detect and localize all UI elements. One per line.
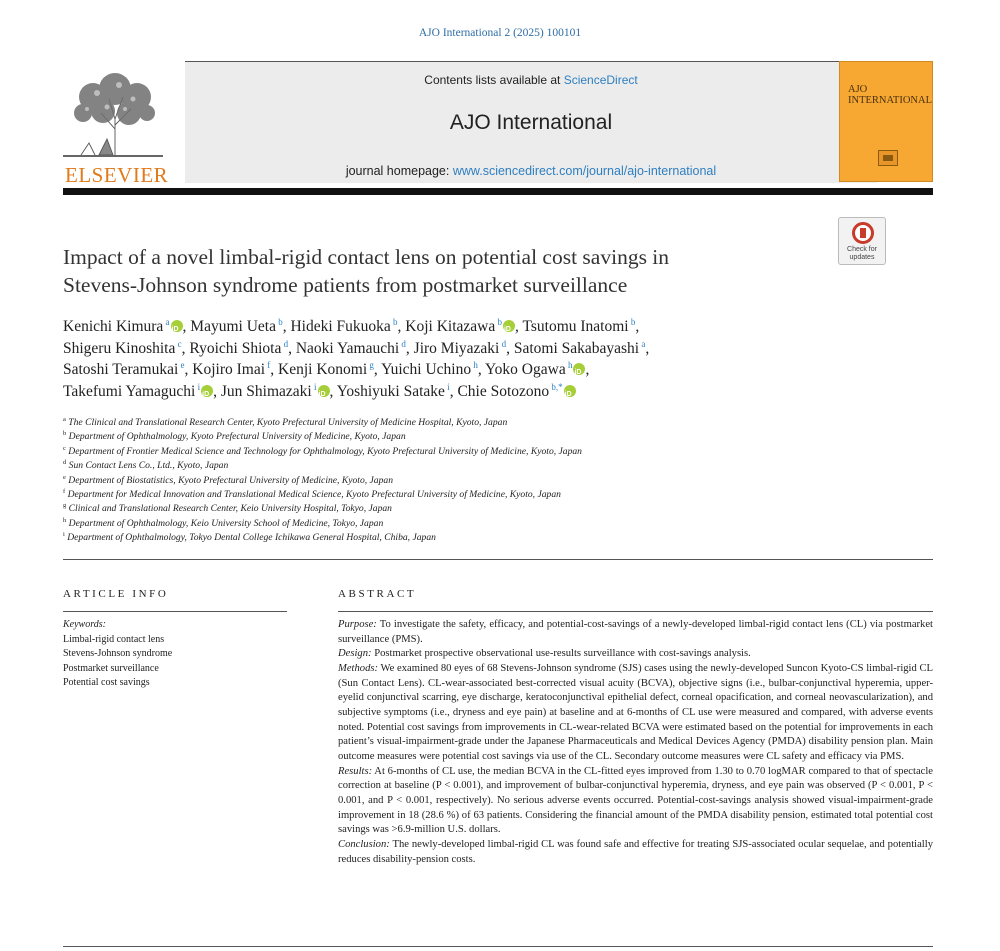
author[interactable] — [485, 361, 585, 378]
author-name: Kenji Konomi — [278, 361, 368, 378]
abstract-section-text: Postmarket prospective observational use-results surveillance with cost-savings analysis. — [371, 648, 751, 660]
author[interactable] — [190, 318, 282, 335]
author-affiliation-marker[interactable]: i — [195, 381, 201, 392]
journal-citation[interactable]: AJO International 2 (2025) 100101 — [418, 27, 582, 39]
affiliation-key: a — [63, 415, 66, 423]
check-for-updates-button[interactable] — [838, 217, 886, 265]
affiliation-item — [63, 502, 923, 516]
abstract-section-label: Methods: — [338, 662, 379, 674]
author-affiliation-marker[interactable]: b — [390, 316, 398, 327]
affiliation-text: Sun Contact Lens Co., Ltd., Kyoto, Japan — [66, 460, 229, 472]
author-affiliation-marker[interactable]: g — [367, 359, 374, 370]
affiliation-key: b — [63, 430, 67, 438]
author[interactable] — [63, 383, 213, 400]
keyword-item[interactable]: Stevens-Johnson syndrome — [63, 648, 173, 659]
cover-emblem-icon — [878, 150, 898, 166]
author[interactable] — [192, 361, 270, 378]
affiliation-key: h — [63, 516, 67, 524]
author-list: Kenichi Kimura $^a$iD , Mayumi Ueta $^b$, Hideki Fukuoka $^b$, Koji Kitazawa $^b$iD , Tsutomu Inatomi $^b$, Shigeru Kinoshita $^c$, Ryoichi Shiota $^d$, Naoki Yamauchi $^d$, Jiro Miyazaki $^d$, Satomi Sakabayashi $^a$, Satoshi Teramukai $^e$, Kojiro Imai $^f$, Kenji Konomi $^g$, Yuichi Uchino $^h$, Yoko Ogawa $^h$iD , Takefumi Yamaguchi $^i$iD , Jun Shimazaki $^i$iD , Yoshiyuki Satake $^i$, Chie Sotozono $^{b,*}$iD — [63, 316, 863, 402]
affiliation-list — [63, 416, 923, 546]
author-name: Mayumi Ueta — [190, 318, 276, 335]
elsevier-logo[interactable] — [63, 69, 169, 187]
abstract-section — [338, 765, 933, 838]
author-name: Ryoichi Shiota — [189, 339, 282, 357]
author[interactable] — [514, 340, 646, 357]
affiliation-item — [63, 531, 923, 545]
orcid-icon[interactable] — [318, 385, 330, 397]
affiliation-text: Department of Ophthalmology, Tokyo Dental College Ichikawa General Hospital, Chiba, Japan — [64, 532, 436, 544]
check-updates-line2: updates — [849, 254, 875, 261]
author[interactable] — [278, 361, 374, 378]
author[interactable] — [63, 340, 182, 357]
affiliation-key: i — [63, 531, 65, 539]
author[interactable] — [414, 340, 506, 357]
affiliation-item — [63, 488, 923, 502]
article-info-heading: ARTICLE INFO — [63, 588, 169, 600]
cover-title-line1: AJO — [848, 84, 868, 95]
author-affiliation-marker[interactable]: d — [499, 338, 507, 349]
article-title — [63, 243, 823, 299]
abstract-section — [338, 662, 933, 765]
author-affiliation-marker[interactable]: d — [399, 338, 406, 349]
header-rule — [63, 188, 933, 195]
abstract-rule — [338, 611, 933, 612]
author[interactable] — [63, 361, 185, 378]
affiliation-text: Department of Ophthalmology, Kyoto Prefectural University of Medicine, Kyoto, Japan — [66, 431, 406, 443]
elsevier-tree-icon — [63, 69, 163, 161]
abstract-section-text: At 6-months of CL use, the median BCVA in the CL-fitted eyes improved from 1.30 to 0.70 logMAR compared to that of spectacle correction at baseline (P < 0.001), and improvement of bulbar-conjunctival hyperemia, dryness, and eye pain was observed (P < 0.001, P < 0.001, and P < 0.001, respectively). No serious adverse events occurred. Potential-cost-savings analysis showed visual-impairment-grade improvement in 18 (28.6 %) of 63 patients. Considering the financial amount of the PMDA disability pension, estimated total potential cost savings was >6.9-million U.S. dollars. — [338, 765, 933, 836]
keyword-item[interactable]: Limbal-rigid contact lens — [63, 633, 165, 645]
affiliation-item — [63, 459, 923, 473]
author-affiliation-marker[interactable]: i — [311, 381, 317, 392]
affiliations-divider — [63, 559, 933, 560]
check-updates-line1: Check for — [847, 246, 877, 253]
affiliation-key: d — [63, 459, 67, 467]
author-name: Naoki Yamauchi — [295, 339, 400, 357]
orcid-icon[interactable] — [573, 363, 585, 375]
check-updates-icon — [852, 222, 874, 244]
affiliation-item — [63, 517, 923, 531]
author-name: Jiro Miyazaki — [413, 339, 500, 357]
author-affiliation-marker[interactable]: c — [175, 338, 182, 349]
abstract-heading: ABSTRACT — [338, 588, 417, 600]
affiliation-item — [63, 430, 923, 444]
journal-cover-thumbnail[interactable] — [839, 61, 933, 182]
abstract-section — [338, 618, 933, 647]
cover-title — [848, 84, 932, 106]
contents-available-line — [185, 73, 877, 87]
author-name: Takefumi Yamaguchi — [63, 382, 196, 400]
check-updates-label — [839, 246, 885, 262]
journal-name: AJO International — [449, 111, 613, 134]
orcid-icon[interactable] — [201, 385, 213, 397]
author-name: Satoshi Teramukai — [63, 361, 179, 378]
journal-header — [63, 61, 933, 187]
abstract-section-label: Design: — [338, 648, 372, 660]
author[interactable] — [405, 318, 515, 335]
author-affiliation-marker[interactable]: i — [444, 381, 450, 392]
affiliation-item — [63, 445, 923, 459]
author[interactable] — [189, 340, 288, 357]
author[interactable] — [337, 383, 450, 400]
author-name: Kenichi Kimura — [63, 318, 164, 335]
article-title-line2: Stevens-Johnson syndrome patients from postmarket surveillance — [63, 273, 628, 297]
keywords-block — [63, 618, 293, 691]
abstract-section-text: The newly-developed limbal-rigid CL was found safe and effective for treating SJS-associated ocular sequelae, and potentially reduces disability-pension costs. — [338, 838, 933, 865]
keyword-item[interactable]: Postmarket surveillance — [63, 662, 159, 674]
affiliation-item — [63, 474, 923, 488]
article-title-line1: Impact of a novel limbal-rigid contact lens on potential cost savings in — [63, 245, 670, 269]
affiliation-text: Department for Medical Innovation and Translational Medical Science, Kyoto Prefectural University of Medicine, Kyoto, Japan — [65, 489, 561, 501]
author-affiliation-marker[interactable]: f — [265, 359, 271, 370]
abstract-section-label: Conclusion: — [338, 838, 390, 850]
author[interactable] — [381, 361, 478, 378]
author-name: Kojiro Imai — [192, 361, 266, 378]
author-name: Satomi Sakabayashi — [513, 339, 640, 357]
author-affiliation-marker[interactable]: e — [178, 359, 185, 370]
abstract-bottom-divider — [63, 946, 933, 947]
abstract-section — [338, 838, 933, 867]
abstract-section — [338, 647, 933, 662]
abstract-section-text: We examined 80 eyes of 68 Stevens-Johnson syndrome (SJS) cases using the newly-developed Suncon Kyoto-CS limbal-rigid CL (Sun Contact Lens). CL-wear-associated best-corrected visual acuity (BCVA), objective signs (i.e., bulbar-conjunctival hyperemia, upper-eyelid conjunctival scarring, eye discharge, keratoconjunctival epithelial defect, corneal opacification, and corneal neovascularization), and subjective symptoms (i.e., dryness and eye pain) at baseline and at 6-months of CL use were measured and compared, with adverse events noted. Potential cost savings from improvements in CL-wear-related BCVA were estimated based on the potential for improvements in each patient’s visual-impairment-grade under the Japanese Pharmaceuticals and Medical Devices Agency (PMDA) disability pension plan. Main outcome measures were potential cost savings via use of the CL. Secondary outcome measures were CL safety and efficacy via PMS. — [338, 662, 933, 762]
author[interactable] — [63, 318, 183, 335]
homepage-prefix: journal homepage: — [345, 164, 453, 178]
author-name: Yoko Ogawa — [485, 361, 566, 378]
affiliation-key: e — [63, 473, 66, 481]
affiliation-key: c — [63, 444, 66, 452]
abstract-section-label: Results: — [338, 765, 373, 777]
orcid-icon[interactable] — [503, 320, 515, 332]
affiliation-text: Department of Ophthalmology, Keio University School of Medicine, Tokyo, Japan — [66, 517, 384, 529]
elsevier-wordmark: ELSEVIER — [65, 163, 169, 187]
author-name: Yoshiyuki Satake — [336, 382, 445, 400]
keywords-label: Keywords: — [63, 619, 106, 630]
author[interactable] — [290, 318, 397, 335]
author-affiliation-marker[interactable]: b — [628, 316, 636, 327]
orcid-icon[interactable] — [564, 385, 576, 397]
abstract-section-label: Purpose: — [338, 619, 377, 630]
journal-banner — [185, 61, 877, 183]
abstract-body — [338, 618, 933, 867]
contents-prefix: Contents lists available at — [424, 73, 564, 87]
author-affiliation-marker[interactable]: a — [163, 316, 170, 327]
keyword-item[interactable]: Potential cost savings — [63, 677, 150, 688]
affiliation-text: Department of Frontier Medical Science and Technology for Ophthalmology, Kyoto Prefectural University of Medicine, Kyoto, Japan — [65, 445, 582, 457]
author-name: Shigeru Kinoshita — [63, 339, 176, 357]
author[interactable] — [522, 318, 635, 335]
author-name: Jun Shimazaki — [220, 382, 312, 400]
article-info-rule — [63, 611, 287, 612]
author-name: Koji Kitazawa — [405, 318, 496, 335]
author-name: Hideki Fukuoka — [290, 318, 391, 335]
author-affiliation-marker[interactable]: b — [495, 316, 502, 327]
author-name: Chie Sotozono — [457, 382, 550, 400]
author[interactable] — [221, 383, 330, 400]
cover-title-line2: INTERNATIONAL — [848, 95, 932, 106]
affiliation-text: The Clinical and Translational Research Center, Kyoto Prefectural University of Medicine Hospital, Kyoto, Japan — [65, 417, 508, 428]
author[interactable] — [457, 383, 575, 400]
affiliation-text: Clinical and Translational Research Center, Keio University Hospital, Tokyo, Japan — [66, 503, 392, 515]
author-affiliation-marker[interactable]: b — [275, 316, 283, 327]
sciencedirect-link[interactable]: ScienceDirect — [563, 73, 638, 87]
author-name: Tsutomu Inatomi — [522, 318, 629, 335]
keywords-list — [63, 633, 293, 691]
abstract-section-text: To investigate the safety, efficacy, and potential-cost-savings of a newly-developed limbal-rigid contact lens (CL) via postmarket surveillance (PMS). — [338, 619, 933, 645]
orcid-icon[interactable] — [171, 320, 183, 332]
affiliation-key: g — [63, 502, 67, 510]
author-affiliation-marker[interactable]: h — [565, 359, 573, 370]
affiliation-key: f — [63, 487, 66, 495]
affiliation-text: Department of Biostatistics, Kyoto Prefectural University of Medicine, Kyoto, Japan — [65, 474, 393, 486]
author-affiliation-marker[interactable]: h — [471, 359, 478, 370]
author-affiliation-marker[interactable]: b,* — [549, 381, 563, 392]
author[interactable] — [296, 340, 406, 357]
author-affiliation-marker[interactable]: a — [639, 338, 646, 349]
affiliation-item — [63, 416, 923, 430]
author-affiliation-marker[interactable]: d — [281, 338, 289, 349]
journal-homepage-link[interactable]: www.sciencedirect.com/journal/ajo-international — [452, 164, 717, 178]
author-name: Yuichi Uchino — [381, 361, 472, 378]
journal-homepage-line — [185, 164, 877, 178]
